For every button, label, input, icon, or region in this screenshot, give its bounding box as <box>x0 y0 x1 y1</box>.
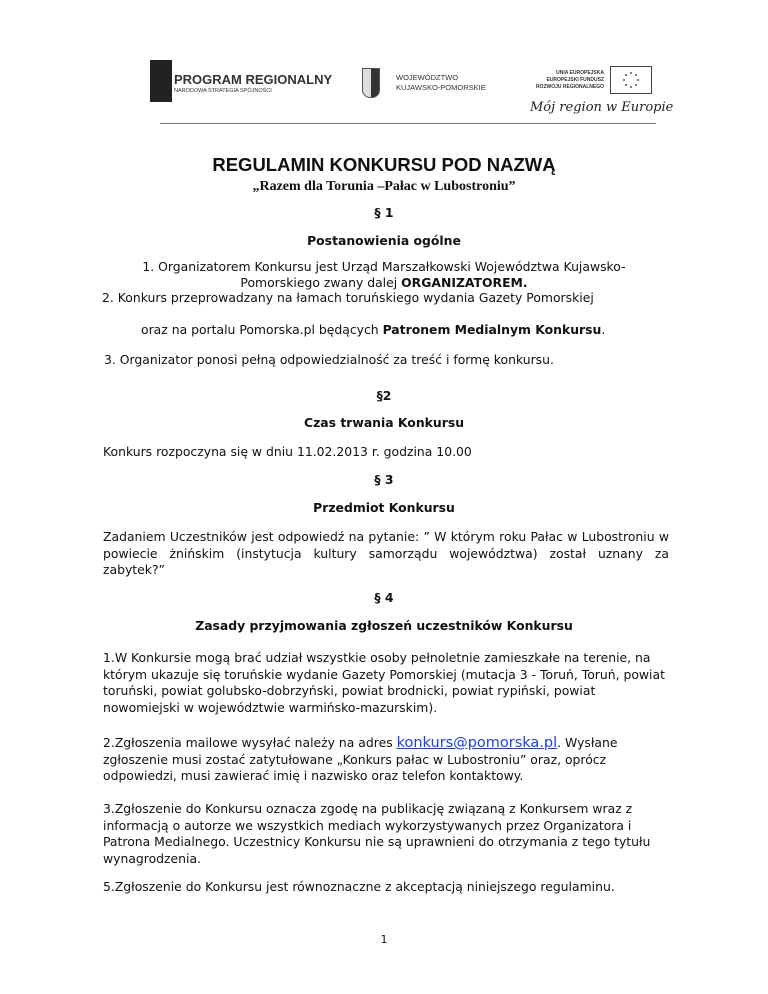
section3-text: Zadaniem Uczestników jest odpowiedź na pytanie: ” W którym roku Pałac w Lubostroniu w powiecie żnińskim (instytucja kultury samorządu województwa) został uznany za zabytek?” <box>103 529 669 577</box>
section3-heading: Przedmiot Konkursu <box>313 500 455 515</box>
document-subtitle: „Razem dla Torunia –Pałac w Lubostroniu” <box>252 179 516 194</box>
document-title: REGULAMIN KONKURSU POD NAZWĄ <box>212 154 556 175</box>
section4-heading: Zasady przyjmowania zgłoszeń uczestników Konkursu <box>195 618 573 633</box>
section4-number: § 4 <box>374 590 394 605</box>
item2-end: . <box>601 322 606 337</box>
logo3-line2: EUROPEJSKI FUNDUSZ <box>546 77 604 83</box>
item1-line2: Pomorskiego zwany dalej <box>240 275 402 290</box>
logo2-text <box>396 73 486 93</box>
header-divider <box>160 123 656 124</box>
item1-line1: 1. Organizatorem Konkursu jest Urząd Marszałkowski Województwa Kujawsko- <box>142 259 626 274</box>
logo1-subtitle: NARODOWA STRATEGIA SPÓJNOŚCI <box>174 88 272 94</box>
section4-paragraph3: 3.Zgłoszenie do Konkursu oznacza zgodę na publikację związaną z Konkursem wraz z informacją o autorze we wszystkich mediach wykorzystywanych przez Organizatora i Patrona Medialnego. Uczestnicy Konkursu nie są uprawnieni do otrzymania z tego tytułu wynagrodzenia. <box>103 801 651 866</box>
section2-text: Konkurs rozpoczyna się w dniu 11.02.2013 r. godzina 10.00 <box>103 444 472 459</box>
coat-of-arms-icon <box>362 68 380 98</box>
section1-item1 <box>0 259 768 291</box>
logo3-text <box>524 70 604 91</box>
section1-heading: Postanowienia ogólne <box>307 233 461 248</box>
logo2-line1: WOJEWÓDZTWO <box>396 73 459 82</box>
section4-paragraph5: 5.Zgłoszenie do Konkursu jest równoznaczne z akceptacją niniejszego regulaminu. <box>103 879 615 894</box>
logo3-line1: UNIA EUROPEJSKA <box>556 70 604 76</box>
section1-item3: 3. Organizator ponosi pełną odpowiedzialność za treść i formę konkursu. <box>104 352 554 367</box>
organizer-bold: ORGANIZATOREM. <box>401 275 528 290</box>
p2-text: 2.Zgłoszenia mailowe wysyłać należy na adres <box>103 735 397 750</box>
section2-heading: Czas trwania Konkursu <box>303 415 465 430</box>
media-patron-bold: Patronem Medialnym Konkursu <box>382 322 602 337</box>
program-regionalny-logo-icon <box>150 60 172 102</box>
logo2-line2: KUJAWSKO-POMORSKIE <box>396 83 486 92</box>
section1-item2: 2. Konkurs przeprowadzany na łamach toruńskiego wydania Gazety Pomorskiej <box>102 290 594 305</box>
section4-paragraph1: 1.W Konkursie mogą brać udział wszystkie osoby pełnoletnie zamieszkałe na terenie, na którym ukazuje się toruńskie wydanie Gazety Pomorskiej (mutacja 3 - Toruń, Toruń, powiat toruński, powiat golubsko-dobrzyński, powiat brodnicki, powiat rypiński, powiat nowomiejski w województwie warmińsko-mazurskim). <box>103 650 665 715</box>
item2-text: oraz na portalu Pomorska.pl będących <box>141 322 383 337</box>
email-link[interactable]: konkurs@pomorska.pl <box>396 735 558 751</box>
section1-item2-cont <box>141 322 605 337</box>
page-number: 1 <box>380 933 388 946</box>
section1-number: § 1 <box>374 205 394 220</box>
p2-text-cont: . Wysłane zgłoszenie musi zostać zatytułowane „Konkurs pałac w Lubostroniu” oraz, oprócz odpowiedzi, musi zawierać imię i nazwisko oraz telefon kontaktowy. <box>103 735 618 783</box>
section3-number: § 3 <box>374 472 394 487</box>
slogan: Mój region w Europie <box>530 100 674 115</box>
section4-paragraph2 <box>103 735 669 785</box>
eu-flag-icon <box>610 66 652 94</box>
logo1-title: PROGRAM REGIONALNY <box>174 72 333 87</box>
logo3-line3: ROZWOJU REGIONALNEGO <box>535 84 604 90</box>
section2-number: §2 <box>376 388 392 403</box>
